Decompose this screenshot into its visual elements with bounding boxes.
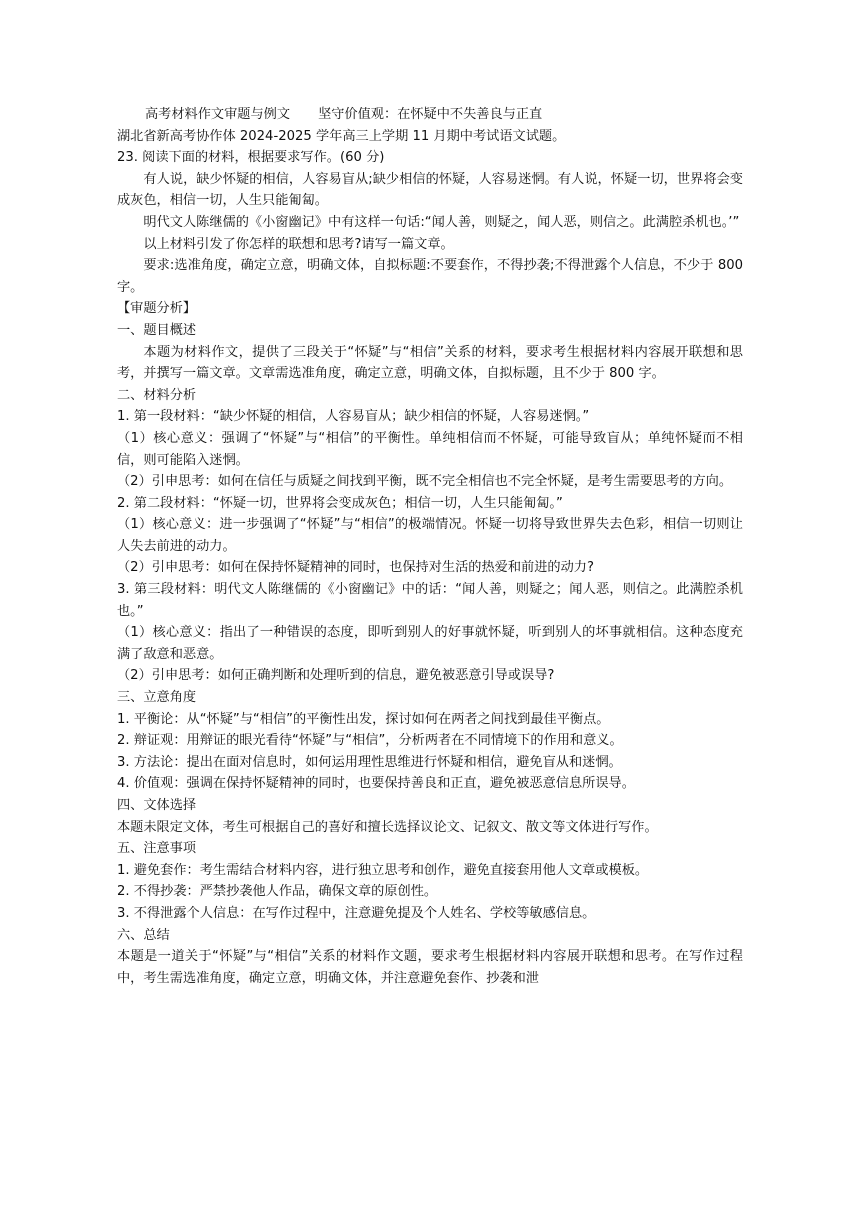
section-2-paragraph: 3. 第三段材料：明代文人陈继儒的《小窗幽记》中的话：“闻人善，则疑之；闻人恶，则信之。此满腔杀机也。” <box>117 582 743 619</box>
section-1-heading: 一、题目概述 <box>117 322 197 338</box>
document-body <box>117 104 743 989</box>
section-5-item: 3. 不得泄露个人信息：在写作过程中，注意避免提及个人姓名、学校等敏感信息。 <box>117 905 596 921</box>
document-title <box>117 104 743 126</box>
section-3-item: 1. 平衡论：从“怀疑”与“相信”的平衡性出发，探讨如何在两者之间找到最佳平衡点。 <box>117 711 610 727</box>
section-2-paragraph: （2）引申思考：如何在信任与质疑之间找到平衡，既不完全相信也不完全怀疑，是考生需要思考的方向。 <box>117 474 733 490</box>
title-right: 坚守价值观：在怀疑中不失善良与正直 <box>318 107 543 122</box>
requirement: 要求:选准角度，确定立意，明确文体，自拟标题:不要套作，不得抄袭;不得泄露个人信息，不少于 800 字。 <box>117 258 743 295</box>
section-3-item: 2. 辩证观：用辩证的眼光看待“怀疑”与“相信”，分析两者在不同情境下的作用和意义。 <box>117 733 623 749</box>
section-2-paragraph: 1. 第一段材料：“缺少怀疑的相信，人容易盲从；缺少相信的怀疑，人容易迷惘。” <box>117 409 590 425</box>
material-1: 有人说，缺少怀疑的相信，人容易盲从;缺少相信的怀疑，人容易迷惘。有人说，怀疑一切，世界将会变成灰色，相信一切，人生只能匍匐。 <box>117 171 743 209</box>
section-2-paragraph: （1）核心意义：强调了“怀疑”与“相信”的平衡性。单纯相信而不怀疑，可能导致盲从；单纯怀疑而不相信，则可能陷入迷惘。 <box>117 430 743 468</box>
section-2-paragraph: （1）核心意义：进一步强调了“怀疑”与“相信”的极端情况。怀疑一切将导致世界失去色彩，相信一切则让人失去前进的动力。 <box>117 517 743 554</box>
section-2-paragraph: （2）引申思考：如何在保持怀疑精神的同时，也保持对生活的热爱和前进的动力? <box>117 560 594 576</box>
section-6-text: 本题是一道关于“怀疑”与“相信”关系的材料作文题，要求考生根据材料内容展开联想和思考。在写作过程中，考生需选准角度，确定立意，明确文体，并注意避免套作、抄袭和泄 <box>117 949 743 986</box>
section-3-item: 4. 价值观：强调在保持怀疑精神的同时，也要保持善良和正直，避免被恶意信息所误导。 <box>117 776 635 792</box>
section-5-item: 1. 避免套作：考生需结合材料内容，进行独立思考和创作，避免直接套用他人文章或模板。 <box>117 862 649 878</box>
section-3-item: 3. 方法论：提出在面对信息时，如何运用理性思维进行怀疑和相信，避免盲从和迷惘。 <box>117 754 622 770</box>
title-left: 高考材料作文审题与例文 <box>145 107 291 122</box>
section-5-heading: 五、注意事项 <box>117 841 197 857</box>
source-line: 湖北省新高考协作体 2024-2025 学年高三上学期 11 月期中考试语文试题。 <box>117 128 566 144</box>
analysis-heading: 【审题分析】 <box>117 301 197 317</box>
section-2-paragraph: 2. 第二段材料：“怀疑一切，世界将会变成灰色；相信一切，人生只能匍匐。” <box>117 495 563 511</box>
section-5-item: 2. 不得抄袭：严禁抄袭他人作品，确保文章的原创性。 <box>117 884 438 900</box>
material-3: 以上材料引发了你怎样的联想和思考?请写一篇文章。 <box>143 236 454 252</box>
section-2-heading: 二、材料分析 <box>117 387 197 403</box>
section-4-heading: 四、文体选择 <box>117 798 197 813</box>
question-line: 23. 阅读下面的材料，根据要求写作。(60 分) <box>117 150 385 166</box>
section-1-text: 本题为材料作文，提供了三段关于“怀疑”与“相信”关系的材料，要求考生根据材料内容展开联想和思考，并撰写一篇文章。文章需选准角度，确定立意，明确文体，自拟标题，且不少于 800 字。 <box>117 344 743 382</box>
material-2: 明代文人陈继儒的《小窗幽记》中有这样一句话:“闻人善，则疑之，闻人恶，则信之。此满腔杀机也。’” <box>143 214 740 230</box>
section-3-heading: 三、立意角度 <box>117 690 197 706</box>
section-4-text: 本题未限定文体，考生可根据自己的喜好和擅长选择议论文、记叙文、散文等文体进行写作。 <box>117 819 658 835</box>
section-6-heading: 六、总结 <box>117 927 170 943</box>
section-2-paragraph: （2）引申思考：如何正确判断和处理听到的信息，避免被恶意引导或误导? <box>117 668 555 684</box>
section-2-paragraph: （1）核心意义：指出了一种错误的态度，即听到别人的好事就怀疑，听到别人的坏事就相信。这种态度充满了敌意和恶意。 <box>117 625 743 662</box>
